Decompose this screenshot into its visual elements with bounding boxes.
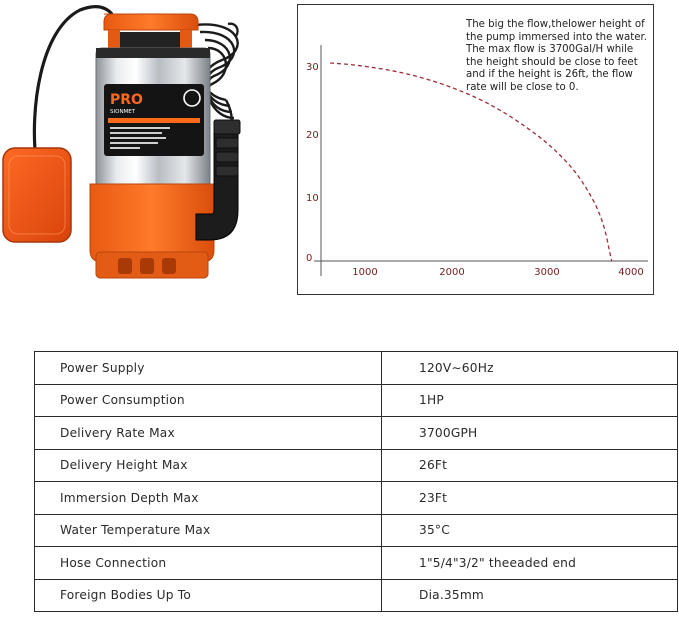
spec-value: 1HP <box>382 384 678 417</box>
specifications-table <box>34 351 678 612</box>
spec-label: Delivery Height Max <box>35 449 382 482</box>
y-tick-label: 30 <box>306 62 319 73</box>
x-tick-label: 1000 <box>352 267 378 278</box>
table-row <box>35 547 678 580</box>
table-row <box>35 352 678 385</box>
table-row <box>35 449 678 482</box>
y-tick-label: 0 <box>306 253 313 264</box>
spec-label: Hose Connection <box>35 547 382 580</box>
spec-label: Immersion Depth Max <box>35 482 382 515</box>
y-tick-label: 20 <box>306 130 319 141</box>
spec-value: 1"5/4"3/2" theeaded end <box>382 547 678 580</box>
submersible-pump-image <box>0 0 270 290</box>
spec-value: 26Ft <box>382 449 678 482</box>
spec-label: Power Consumption <box>35 384 382 417</box>
spec-label: Foreign Bodies Up To <box>35 579 382 612</box>
x-tick-label: 4000 <box>618 267 644 278</box>
table-row <box>35 482 678 515</box>
spec-value: 3700GPH <box>382 417 678 450</box>
x-tick-label: 2000 <box>439 267 465 278</box>
spec-label: Water Temperature Max <box>35 514 382 547</box>
spec-value: Dia.35mm <box>382 579 678 612</box>
y-tick-label: 10 <box>306 193 319 204</box>
spec-label: Power Supply <box>35 352 382 385</box>
flow-height-chart <box>297 4 654 295</box>
spec-value: 35°C <box>382 514 678 547</box>
x-tick-label: 3000 <box>534 267 560 278</box>
spec-value: 120V∼60Hz <box>382 352 678 385</box>
table-row <box>35 579 678 612</box>
brand-sub-text: SIONMET <box>110 109 136 115</box>
table-row <box>35 417 678 450</box>
spec-value: 23Ft <box>382 482 678 515</box>
table-row <box>35 514 678 547</box>
chart-note: The big the flow,thelower height of the pump immersed into the water. The max flow is 3700Gal/H while the height should be close to feet and if the height is 26ft, the flow rate will be close to 0. <box>466 19 647 93</box>
brand-logo-text: PRO <box>110 92 143 108</box>
spec-label: Delivery Rate Max <box>35 417 382 450</box>
product-image <box>0 0 270 290</box>
table-row <box>35 384 678 417</box>
